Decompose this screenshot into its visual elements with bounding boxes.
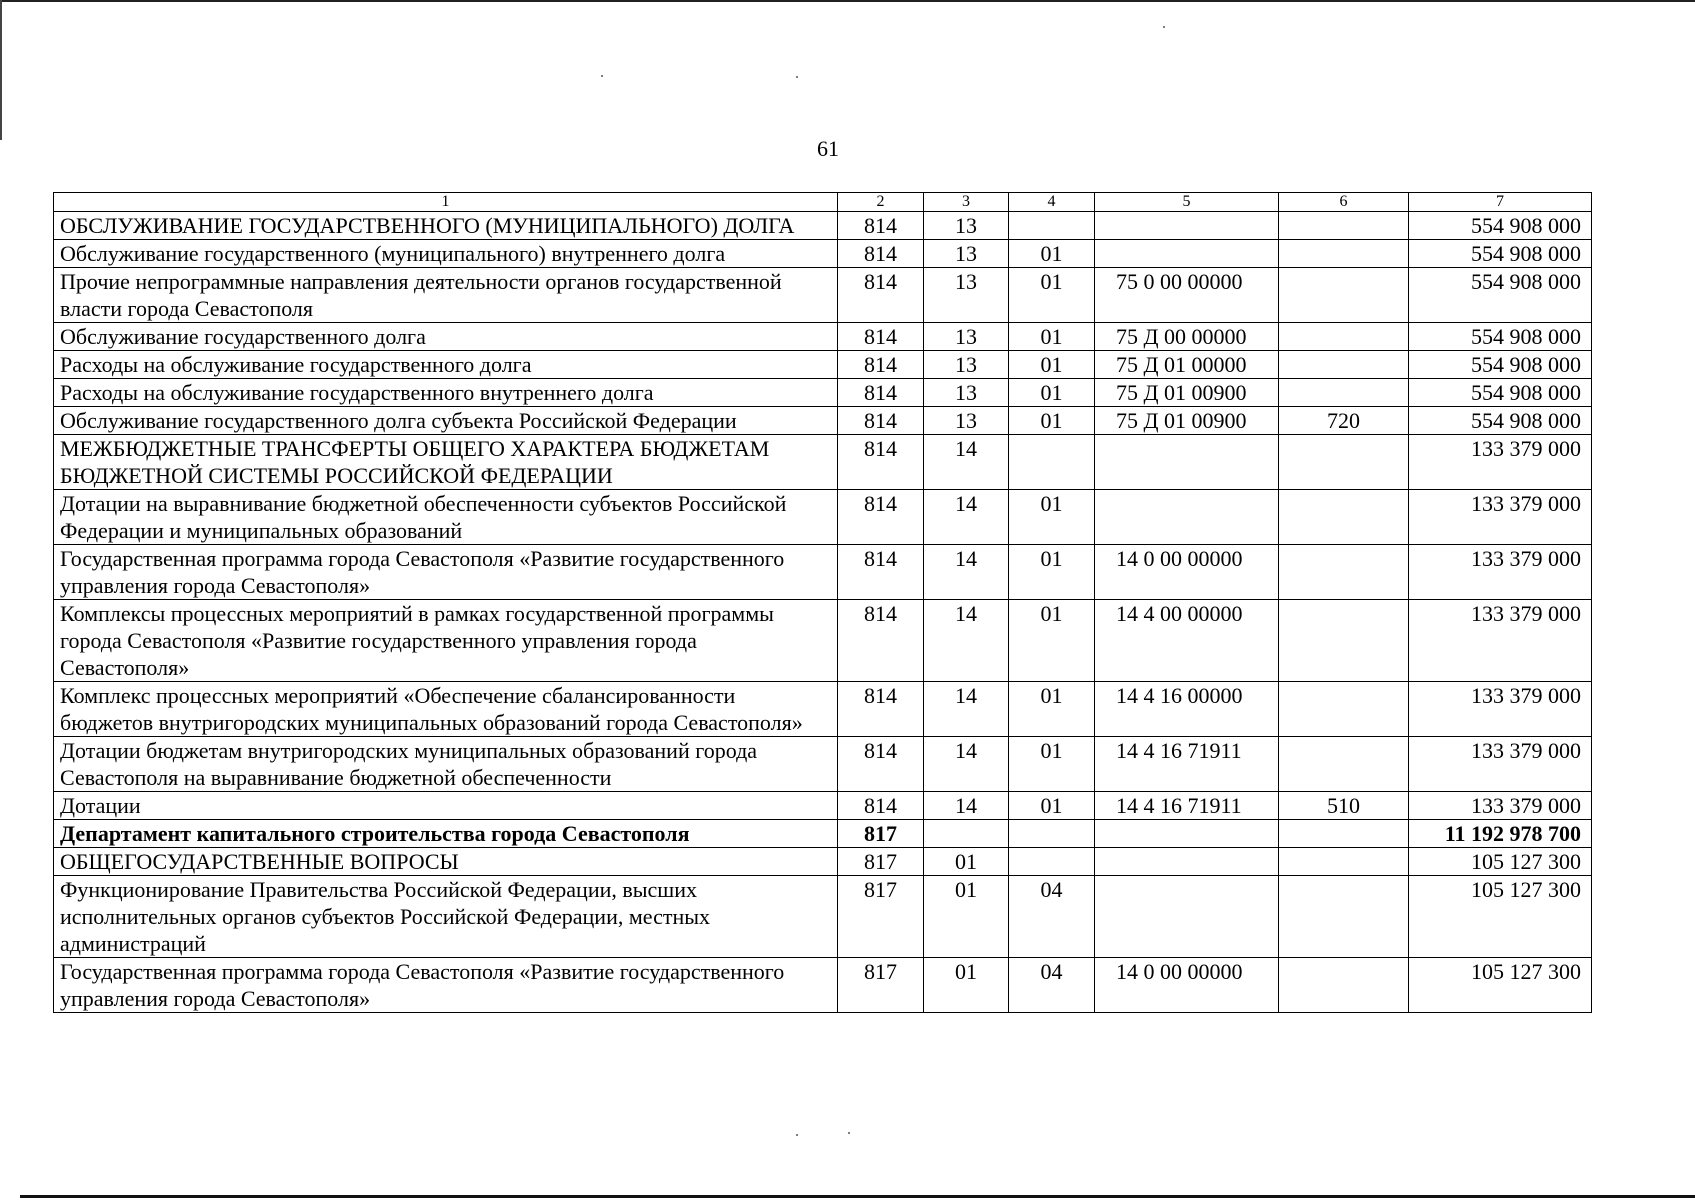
table-row xyxy=(54,958,1592,1013)
scan-speck xyxy=(601,75,603,77)
cell-section: 13 xyxy=(924,379,1009,407)
cell-name: Обслуживание государственного долга xyxy=(54,323,838,351)
cell-subsection: 04 xyxy=(1009,958,1095,1013)
cell-name: ОБСЛУЖИВАНИЕ ГОСУДАРСТВЕННОГО (МУНИЦИПАЛЬНОГО) ДОЛГА xyxy=(54,212,838,240)
cell-admin-code: 814 xyxy=(838,379,924,407)
scan-top-edge xyxy=(0,0,1695,2)
cell-section: 01 xyxy=(924,876,1009,958)
cell-target-article: 75 Д 01 00900 xyxy=(1095,407,1279,435)
cell-target-article xyxy=(1095,435,1279,490)
cell-expense-type xyxy=(1279,351,1409,379)
cell-target-article xyxy=(1095,490,1279,545)
cell-target-article: 14 4 16 00000 xyxy=(1095,682,1279,737)
cell-amount: 133 379 000 xyxy=(1409,545,1592,600)
cell-expense-type xyxy=(1279,958,1409,1013)
cell-name: Расходы на обслуживание государственного внутреннего долга xyxy=(54,379,838,407)
cell-target-article: 14 0 00 00000 xyxy=(1095,958,1279,1013)
table-body xyxy=(54,212,1592,1013)
cell-admin-code: 814 xyxy=(838,792,924,820)
cell-section xyxy=(924,820,1009,848)
column-number: 1 xyxy=(54,193,838,212)
cell-expense-type xyxy=(1279,268,1409,323)
cell-name: МЕЖБЮДЖЕТНЫЕ ТРАНСФЕРТЫ ОБЩЕГО ХАРАКТЕРА БЮДЖЕТАМ БЮДЖЕТНОЙ СИСТЕМЫ РОССИЙСКОЙ ФЕДЕРАЦИИ xyxy=(54,435,838,490)
cell-subsection xyxy=(1009,848,1095,876)
cell-amount: 133 379 000 xyxy=(1409,682,1592,737)
cell-section: 14 xyxy=(924,792,1009,820)
cell-expense-type xyxy=(1279,876,1409,958)
cell-section: 14 xyxy=(924,682,1009,737)
cell-target-article: 14 4 00 00000 xyxy=(1095,600,1279,682)
cell-amount: 554 908 000 xyxy=(1409,407,1592,435)
cell-section: 01 xyxy=(924,958,1009,1013)
cell-name: Государственная программа города Севастополя «Развитие государственного управления города Севастополя» xyxy=(54,545,838,600)
table-row xyxy=(54,848,1592,876)
cell-subsection: 01 xyxy=(1009,379,1095,407)
cell-admin-code: 814 xyxy=(838,435,924,490)
cell-amount: 554 908 000 xyxy=(1409,351,1592,379)
cell-section: 13 xyxy=(924,268,1009,323)
cell-expense-type xyxy=(1279,323,1409,351)
cell-subsection xyxy=(1009,820,1095,848)
cell-expense-type xyxy=(1279,435,1409,490)
column-number: 3 xyxy=(924,193,1009,212)
cell-name: ОБЩЕГОСУДАРСТВЕННЫЕ ВОПРОСЫ xyxy=(54,848,838,876)
budget-table xyxy=(53,192,1592,1013)
table-row xyxy=(54,545,1592,600)
cell-amount: 133 379 000 xyxy=(1409,792,1592,820)
table-row xyxy=(54,379,1592,407)
cell-amount: 554 908 000 xyxy=(1409,212,1592,240)
cell-admin-code: 817 xyxy=(838,820,924,848)
cell-target-article: 75 Д 01 00000 xyxy=(1095,351,1279,379)
cell-section: 13 xyxy=(924,407,1009,435)
cell-expense-type xyxy=(1279,379,1409,407)
cell-admin-code: 814 xyxy=(838,737,924,792)
cell-expense-type: 510 xyxy=(1279,792,1409,820)
cell-expense-type xyxy=(1279,682,1409,737)
cell-target-article: 14 0 00 00000 xyxy=(1095,545,1279,600)
table-row xyxy=(54,876,1592,958)
cell-target-article: 14 4 16 71911 xyxy=(1095,792,1279,820)
cell-admin-code: 814 xyxy=(838,407,924,435)
table-row xyxy=(54,600,1592,682)
cell-target-article: 75 Д 01 00900 xyxy=(1095,379,1279,407)
table-row xyxy=(54,682,1592,737)
table-row xyxy=(54,240,1592,268)
cell-name: Расходы на обслуживание государственного долга xyxy=(54,351,838,379)
column-number: 7 xyxy=(1409,193,1592,212)
cell-admin-code: 817 xyxy=(838,876,924,958)
cell-section: 14 xyxy=(924,435,1009,490)
cell-subsection: 01 xyxy=(1009,240,1095,268)
cell-name: Дотации бюджетам внутригородских муниципальных образований города Севастополя на выравнивание бюджетной обеспеченности xyxy=(54,737,838,792)
scan-speck xyxy=(796,1134,798,1136)
cell-amount: 133 379 000 xyxy=(1409,490,1592,545)
cell-subsection: 01 xyxy=(1009,545,1095,600)
cell-subsection: 01 xyxy=(1009,407,1095,435)
cell-admin-code: 814 xyxy=(838,323,924,351)
cell-section: 14 xyxy=(924,490,1009,545)
scan-speck xyxy=(1163,26,1165,28)
cell-expense-type xyxy=(1279,848,1409,876)
cell-expense-type xyxy=(1279,490,1409,545)
cell-admin-code: 814 xyxy=(838,682,924,737)
cell-section: 14 xyxy=(924,600,1009,682)
table-row xyxy=(54,435,1592,490)
scan-left-edge xyxy=(0,0,2,140)
cell-name: Функционирование Правительства Российской Федерации, высших исполнительных органов субъектов Российской Федерации, местных администраций xyxy=(54,876,838,958)
column-number: 4 xyxy=(1009,193,1095,212)
table-row xyxy=(54,212,1592,240)
cell-section: 13 xyxy=(924,240,1009,268)
page-number: 61 xyxy=(817,136,839,161)
cell-target-article xyxy=(1095,848,1279,876)
cell-admin-code: 814 xyxy=(838,351,924,379)
cell-expense-type xyxy=(1279,737,1409,792)
scan-bottom-edge xyxy=(20,1195,1695,1198)
cell-expense-type xyxy=(1279,820,1409,848)
table-row xyxy=(54,490,1592,545)
cell-name: Департамент капитального строительства города Севастополя xyxy=(54,820,838,848)
cell-subsection: 01 xyxy=(1009,682,1095,737)
cell-name: Обслуживание государственного (муниципального) внутреннего долга xyxy=(54,240,838,268)
cell-subsection: 01 xyxy=(1009,600,1095,682)
cell-admin-code: 814 xyxy=(838,212,924,240)
cell-admin-code: 817 xyxy=(838,848,924,876)
cell-admin-code: 814 xyxy=(838,240,924,268)
cell-section: 13 xyxy=(924,323,1009,351)
cell-section: 01 xyxy=(924,848,1009,876)
cell-admin-code: 814 xyxy=(838,268,924,323)
cell-subsection xyxy=(1009,435,1095,490)
table-row xyxy=(54,323,1592,351)
cell-subsection: 01 xyxy=(1009,490,1095,545)
cell-target-article: 75 0 00 00000 xyxy=(1095,268,1279,323)
cell-amount: 105 127 300 xyxy=(1409,876,1592,958)
cell-subsection: 01 xyxy=(1009,268,1095,323)
cell-subsection: 01 xyxy=(1009,737,1095,792)
table-row xyxy=(54,737,1592,792)
cell-expense-type xyxy=(1279,600,1409,682)
cell-admin-code: 814 xyxy=(838,600,924,682)
cell-target-article xyxy=(1095,240,1279,268)
cell-name: Обслуживание государственного долга субъекта Российской Федерации xyxy=(54,407,838,435)
cell-name: Дотации на выравнивание бюджетной обеспеченности субъектов Российской Федерации и муниципальных образований xyxy=(54,490,838,545)
column-number: 5 xyxy=(1095,193,1279,212)
cell-section: 14 xyxy=(924,545,1009,600)
table-row xyxy=(54,351,1592,379)
scan-speck xyxy=(796,76,798,78)
cell-amount: 554 908 000 xyxy=(1409,379,1592,407)
cell-expense-type xyxy=(1279,240,1409,268)
cell-amount: 554 908 000 xyxy=(1409,240,1592,268)
cell-admin-code: 814 xyxy=(838,490,924,545)
cell-admin-code: 817 xyxy=(838,958,924,1013)
cell-name: Комплексы процессных мероприятий в рамках государственной программы города Севастополя «Развитие государственного управления города Севастополя» xyxy=(54,600,838,682)
column-number: 2 xyxy=(838,193,924,212)
cell-amount: 11 192 978 700 xyxy=(1409,820,1592,848)
table-row xyxy=(54,792,1592,820)
cell-amount: 133 379 000 xyxy=(1409,600,1592,682)
cell-target-article: 75 Д 00 00000 xyxy=(1095,323,1279,351)
table-row xyxy=(54,268,1592,323)
scan-speck xyxy=(848,1132,850,1134)
cell-amount: 133 379 000 xyxy=(1409,435,1592,490)
cell-admin-code: 814 xyxy=(838,545,924,600)
cell-target-article xyxy=(1095,820,1279,848)
cell-expense-type xyxy=(1279,212,1409,240)
cell-subsection: 01 xyxy=(1009,351,1095,379)
cell-amount: 105 127 300 xyxy=(1409,848,1592,876)
cell-expense-type xyxy=(1279,545,1409,600)
column-number-row xyxy=(54,193,1592,212)
cell-section: 13 xyxy=(924,212,1009,240)
cell-amount: 133 379 000 xyxy=(1409,737,1592,792)
cell-subsection: 04 xyxy=(1009,876,1095,958)
cell-name: Прочие непрограммные направления деятельности органов государственной власти города Севастополя xyxy=(54,268,838,323)
cell-subsection xyxy=(1009,212,1095,240)
cell-target-article xyxy=(1095,876,1279,958)
table-row xyxy=(54,407,1592,435)
cell-section: 13 xyxy=(924,351,1009,379)
cell-subsection: 01 xyxy=(1009,792,1095,820)
cell-name: Дотации xyxy=(54,792,838,820)
cell-expense-type: 720 xyxy=(1279,407,1409,435)
cell-amount: 105 127 300 xyxy=(1409,958,1592,1013)
cell-amount: 554 908 000 xyxy=(1409,323,1592,351)
cell-section: 14 xyxy=(924,737,1009,792)
table-row xyxy=(54,820,1592,848)
column-number: 6 xyxy=(1279,193,1409,212)
cell-target-article xyxy=(1095,212,1279,240)
cell-name: Комплекс процессных мероприятий «Обеспечение сбалансированности бюджетов внутригородских муниципальных образований города Севастополя» xyxy=(54,682,838,737)
cell-subsection: 01 xyxy=(1009,323,1095,351)
cell-amount: 554 908 000 xyxy=(1409,268,1592,323)
cell-name: Государственная программа города Севастополя «Развитие государственного управления города Севастополя» xyxy=(54,958,838,1013)
cell-target-article: 14 4 16 71911 xyxy=(1095,737,1279,792)
